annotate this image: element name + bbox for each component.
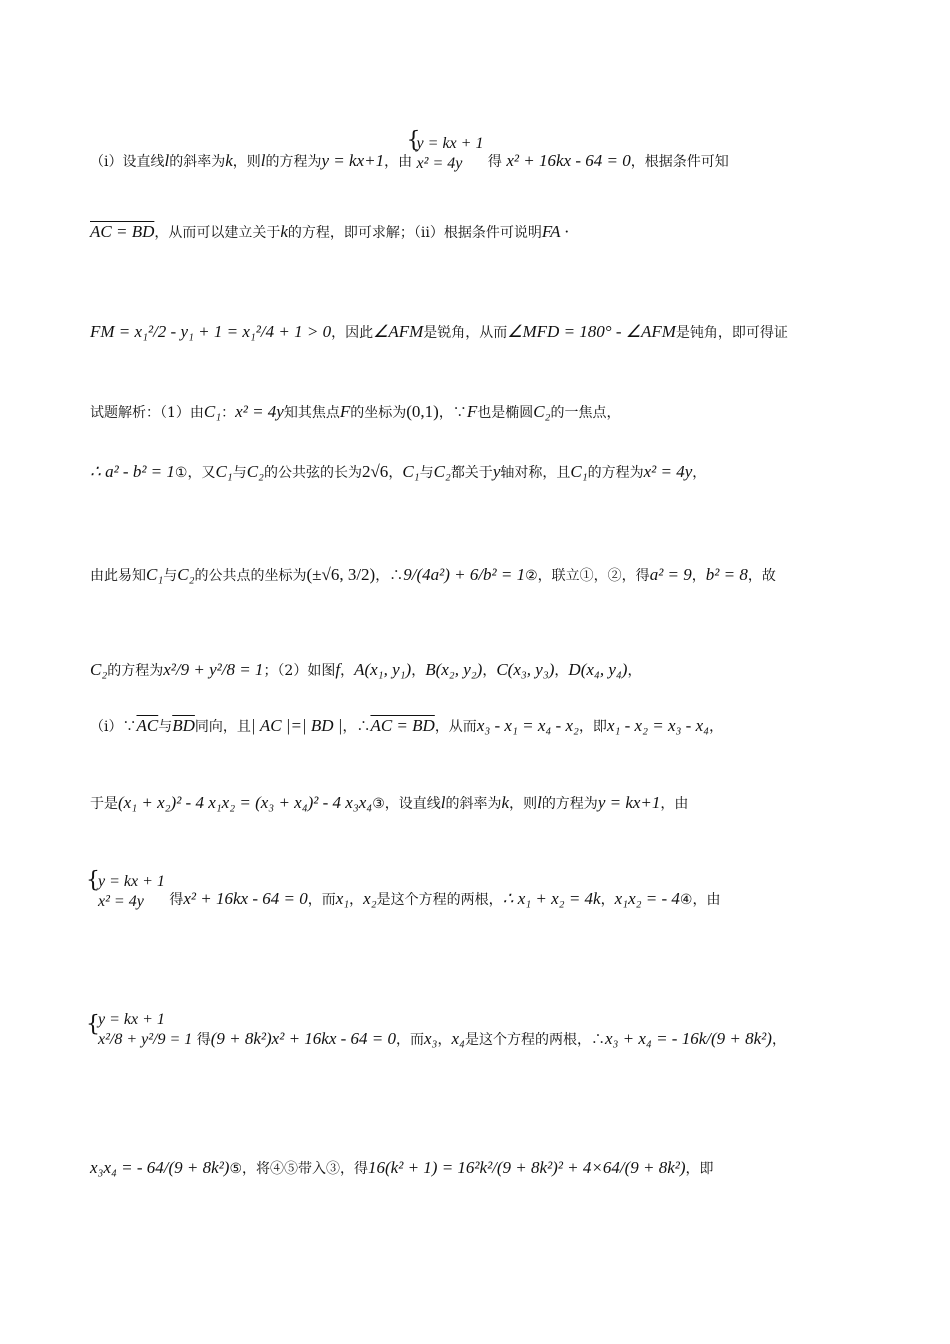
line-equation: y = kx+1 bbox=[321, 151, 385, 170]
math-l: l bbox=[440, 793, 446, 812]
math-c2: C₂ bbox=[246, 462, 264, 481]
text: ， bbox=[554, 663, 569, 679]
brace: { bbox=[86, 1012, 100, 1037]
text: 与 bbox=[419, 465, 434, 481]
math-x1: x₁ bbox=[335, 889, 350, 908]
angle-afm: ∠AFM bbox=[373, 322, 424, 341]
text: ，而 bbox=[307, 892, 336, 908]
text: ， bbox=[600, 892, 615, 908]
text: ，根据条件可知 bbox=[630, 154, 729, 170]
system-eq-2: x²/8 + y²/9 = 1 bbox=[98, 1031, 193, 1048]
text: ，因此 bbox=[331, 325, 374, 341]
text: 试题解析：（1）由 bbox=[90, 405, 204, 421]
text: 得 bbox=[196, 1032, 211, 1048]
quadratic-equation: x² + 16kx - 64 = 0 bbox=[506, 151, 631, 170]
math-x2: x₂ bbox=[363, 889, 377, 908]
system-eq-2: x² = 4y bbox=[416, 155, 463, 172]
equation-3: (x₁ + x₂)² - 4 x₁x₂ = (x₃ + x₄)² - 4 x₃x₄ bbox=[118, 793, 373, 812]
text: 与 bbox=[163, 568, 178, 584]
vector-bd: $\overline{BD}$ bbox=[172, 716, 195, 735]
vector-fa: FA · bbox=[541, 222, 569, 241]
text: （i）∵ bbox=[90, 719, 137, 735]
text: ①，又 bbox=[174, 465, 216, 481]
text: 得 bbox=[487, 154, 502, 170]
text: ， bbox=[437, 1032, 452, 1048]
math-k: k bbox=[501, 793, 510, 812]
equation-system bbox=[86, 1010, 193, 1050]
text: ： bbox=[221, 405, 236, 421]
text: ④，由 bbox=[679, 892, 721, 908]
ellipse-equation: x²/9 + y²/8 = 1 bbox=[163, 660, 264, 679]
text: ，即 bbox=[578, 719, 607, 735]
text: 的坐标为 bbox=[350, 405, 407, 421]
math-c2: C₂ bbox=[90, 660, 108, 679]
text: ， bbox=[411, 663, 426, 679]
math-l: l bbox=[537, 793, 542, 812]
text: ， bbox=[692, 465, 707, 481]
sum-roots: ∴ x₁ + x₂ = 4k bbox=[502, 889, 601, 908]
equation-system bbox=[86, 868, 165, 912]
text-line-10 bbox=[86, 868, 721, 920]
math-k: k bbox=[225, 151, 233, 170]
math-f: F bbox=[466, 402, 478, 421]
angle-mfd: ∠MFD = 180° - ∠AFM bbox=[507, 322, 676, 341]
math-c1: C₁ bbox=[203, 402, 222, 421]
text: ，则 bbox=[509, 796, 538, 812]
b-squared: b² = 8 bbox=[705, 565, 748, 584]
math-l: l bbox=[164, 151, 170, 170]
x-diff-equation-2: x₁ - x₂ = x₃ - x₄ bbox=[606, 716, 710, 735]
point-b: B(x₂, y₂) bbox=[425, 660, 483, 679]
point-d: D(x₄, y₄) bbox=[568, 660, 628, 679]
focus-point: (0,1) bbox=[406, 402, 439, 421]
text-line-9 bbox=[90, 793, 688, 813]
text: ③，设直线 bbox=[372, 796, 441, 812]
math-y: y bbox=[492, 462, 501, 481]
text: 于是 bbox=[90, 796, 118, 812]
text: 的方程为 bbox=[587, 465, 644, 481]
common-point: (±√6, 3/2) bbox=[306, 565, 376, 584]
text: 与 bbox=[232, 465, 247, 481]
text: 的方程，即可求解；（ii）根据条件可说明 bbox=[287, 225, 542, 241]
text: ，故 bbox=[747, 568, 776, 584]
math-x4: x₄ bbox=[451, 1029, 465, 1048]
text: 的一焦点， bbox=[550, 405, 621, 421]
text: 都关于 bbox=[450, 465, 493, 481]
system-eq-1: y = kx + 1 bbox=[98, 1011, 165, 1028]
text-line-7 bbox=[90, 660, 641, 680]
text: 的斜率为 bbox=[445, 796, 502, 812]
text: ⑤，将④⑤带入③，得 bbox=[229, 1161, 369, 1177]
text: ， bbox=[349, 892, 364, 908]
math-x3: x₃ bbox=[424, 1029, 438, 1048]
text: ②，联立①，②，得 bbox=[525, 568, 650, 584]
text: （i）设直线 bbox=[90, 154, 165, 170]
text: ，从而可以建立关于 bbox=[154, 225, 281, 241]
vector-ac: $\overline{AC}$ bbox=[136, 716, 159, 735]
math-f: f bbox=[335, 660, 341, 679]
text-line-2 bbox=[90, 222, 569, 242]
text: ，由 bbox=[660, 796, 689, 812]
quadratic-equation: x² + 16kx - 64 = 0 bbox=[183, 889, 308, 908]
a-squared: a² = 9 bbox=[649, 565, 692, 584]
text: ，∴ bbox=[342, 719, 371, 735]
text-line-12 bbox=[90, 1158, 714, 1178]
math-c1: C₁ bbox=[215, 462, 233, 481]
math-k: k bbox=[280, 222, 288, 241]
sum-roots-2: x₃ + x₄ = - 16k/(9 + 8k²) bbox=[604, 1029, 772, 1048]
text-line-5 bbox=[90, 462, 706, 482]
vector-equation: AC = BD bbox=[370, 716, 435, 735]
text: ， bbox=[482, 663, 497, 679]
text: 与 bbox=[158, 719, 173, 735]
final-equation: 16(k² + 1) = 16²k²/(9 + 8k²)² + 4×64/(9 + 8k²) bbox=[368, 1158, 686, 1177]
text: ， bbox=[340, 663, 355, 679]
text-line-4 bbox=[90, 402, 620, 422]
text-line-11 bbox=[86, 1011, 786, 1060]
text: 轴对称，且 bbox=[500, 465, 571, 481]
system-eq-1: y = kx + 1 bbox=[98, 873, 165, 890]
text: ， bbox=[709, 719, 724, 735]
text: 的公共点的坐标为 bbox=[194, 568, 307, 584]
parabola-equation: x² = 4y bbox=[235, 402, 284, 421]
math-c1: C₁ bbox=[402, 462, 420, 481]
text: 的方程为 bbox=[265, 154, 322, 170]
math-c1: C₁ bbox=[570, 462, 588, 481]
math-c2: C₂ bbox=[177, 565, 195, 584]
equation-1: ∴ a² - b² = 1 bbox=[90, 462, 175, 481]
text: 得 bbox=[169, 892, 184, 908]
text: 是锐角，从而 bbox=[423, 325, 508, 341]
quadratic-equation-2: (9 + 8k²)x² + 16kx - 64 = 0 bbox=[210, 1029, 397, 1048]
math-c1: C₁ bbox=[146, 565, 164, 584]
text-line-1 bbox=[90, 128, 729, 182]
text: ， bbox=[691, 568, 706, 584]
text: 的方程为 bbox=[107, 663, 164, 679]
text: 是这个方程的两根， bbox=[376, 892, 503, 908]
text: ，则 bbox=[232, 154, 261, 170]
equation-2: 9/(4a²) + 6/b² = 1 bbox=[403, 565, 526, 584]
product-roots: x₁x₂ = - 4 bbox=[614, 889, 680, 908]
math-c2: C₂ bbox=[433, 462, 451, 481]
text: ；（2）如图 bbox=[263, 663, 336, 679]
text: ，∵ bbox=[438, 405, 467, 421]
text: ， bbox=[388, 465, 403, 481]
math-c2: C₂ bbox=[533, 402, 551, 421]
math-l: l bbox=[260, 151, 266, 170]
text: 是钝角，即可得证 bbox=[675, 325, 788, 341]
chord-length: 2√6 bbox=[361, 462, 389, 481]
text: ，从而 bbox=[434, 719, 477, 735]
fm-expression: FM = x₁²/2 - y₁ + 1 = x₁²/4 + 1 > 0 bbox=[90, 322, 332, 341]
text: ，而 bbox=[396, 1032, 425, 1048]
text: 知其焦点 bbox=[283, 405, 340, 421]
text-line-3 bbox=[90, 322, 788, 342]
brace: { bbox=[406, 128, 421, 153]
text: 是这个方程的两根，∴ bbox=[464, 1032, 605, 1048]
text: 由此易知 bbox=[90, 568, 146, 584]
text: 的公共弦的长为 bbox=[263, 465, 362, 481]
text-line-8 bbox=[90, 716, 723, 736]
brace: { bbox=[86, 868, 100, 893]
abs-equation: | AC |=| BD | bbox=[250, 716, 343, 735]
line-equation: y = kx+1 bbox=[597, 793, 661, 812]
text: 的方程为 bbox=[541, 796, 598, 812]
vector-equation: AC = BD bbox=[90, 222, 155, 241]
point-a: A(x₁, y₁) bbox=[354, 660, 412, 679]
text-line-6 bbox=[90, 565, 776, 585]
text: 也是椭圆 bbox=[477, 405, 534, 421]
point-c: C(x₃, y₃) bbox=[496, 660, 555, 679]
text: ， bbox=[771, 1032, 786, 1048]
text: ，即 bbox=[685, 1161, 714, 1177]
text: ，由 bbox=[384, 154, 413, 170]
system-eq-2: x² = 4y bbox=[98, 893, 144, 910]
x-diff-equation: x₃ - x₁ = x₄ - x₂ bbox=[476, 716, 579, 735]
text: 同向，且 bbox=[194, 719, 251, 735]
system-eq-1: y = kx + 1 bbox=[416, 135, 484, 152]
equation-system bbox=[406, 128, 484, 174]
product-roots-2: x₃x₄ = - 64/(9 + 8k²) bbox=[90, 1158, 230, 1177]
math-f: F bbox=[339, 402, 351, 421]
text: ， bbox=[627, 663, 642, 679]
text: 的斜率为 bbox=[169, 154, 226, 170]
text: ，∴ bbox=[375, 568, 404, 584]
parabola-equation: x² = 4y bbox=[643, 462, 693, 481]
